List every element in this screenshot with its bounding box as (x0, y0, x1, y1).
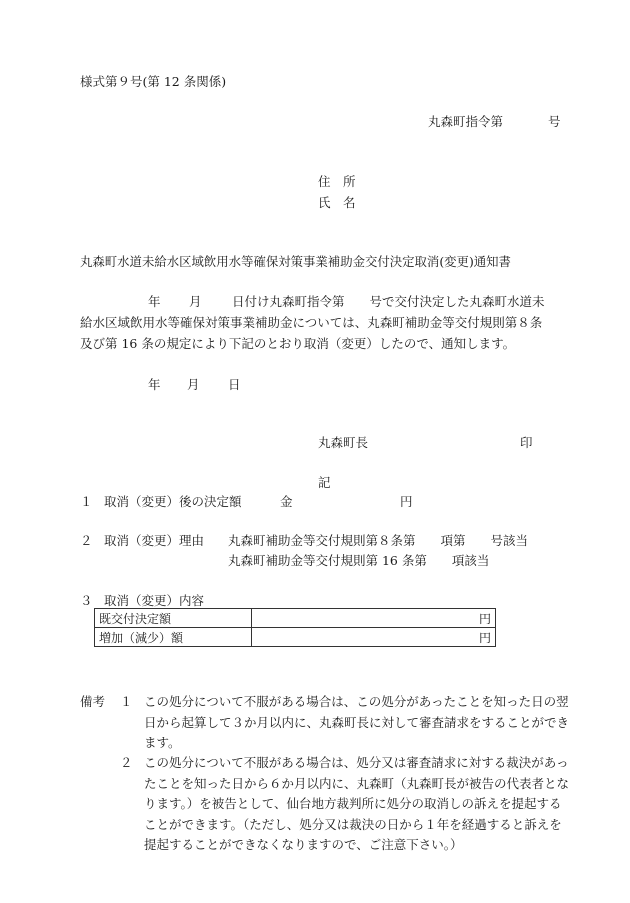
doc-number-suffix: 号 (548, 114, 561, 129)
address-label: 住 所 (318, 174, 356, 189)
item1-number: １ (80, 494, 93, 509)
name-label: 氏 名 (318, 195, 356, 210)
note-heading: 記 (318, 475, 331, 490)
item2-number: ２ (80, 533, 93, 548)
item3-number: ３ (80, 593, 93, 608)
item1-kin: 金 (280, 494, 293, 509)
date-month: 月 (187, 377, 200, 392)
document-title: 丸森町水道未給水区域飲用水等確保対策事業補助金交付決定取消(変更)通知書 (80, 254, 511, 269)
seal-mark: 印 (520, 435, 533, 450)
body-line1: 日付け丸森町指令第 号で交付決定した丸森町水道未 (232, 294, 545, 309)
table-row-unit: 円 (252, 628, 496, 647)
remark-2-text: この処分について不服がある場合は、処分又は審査請求に対する裁決があったことを知った日から６か月以内に、丸森町（丸森町長が被告の代表者となります。）を被告として、仙台地方裁判所に処分の取消しの訴えを提起することができます。（ただし、処分又は裁決の日から１年を経過すると訴えを提起することができなくなりますので、ご注意下さい。） (144, 755, 570, 852)
table-row (95, 609, 496, 628)
remark-2 (120, 753, 580, 863)
remarks-label: 備考 (80, 694, 106, 709)
amount-table (94, 608, 496, 647)
remark-1-number: １ (120, 694, 133, 709)
form-number: 様式第９号(第 12 条関係) (80, 74, 227, 89)
date-day: 日 (228, 377, 241, 392)
table-row-label: 増加（減少）額 (95, 628, 252, 647)
item3-label: 取消（変更）内容 (104, 593, 205, 608)
body-year: 年 (148, 294, 161, 309)
item1-label: 取消（変更）後の決定額 (104, 494, 242, 509)
date-year: 年 (148, 377, 161, 392)
item2-reason-line1: 丸森町補助金等交付規則第８条第 項第 号該当 (228, 533, 529, 548)
body-line2: 給水区域飲用水等確保対策事業補助金については、丸森町補助金等交付規則第８条 (80, 315, 543, 330)
remark-1 (120, 692, 580, 756)
doc-number-prefix: 丸森町指令第 (428, 114, 504, 129)
item2-label: 取消（変更）理由 (104, 533, 205, 548)
body-month: 月 (189, 294, 202, 309)
mayor-title: 丸森町長 (318, 435, 369, 450)
table-row-unit: 円 (252, 609, 496, 628)
remark-2-number: ２ (120, 755, 133, 770)
body-line3: 及び第 16 条の規定により下記のとおり取消（変更）したので、通知します。 (80, 336, 516, 351)
remark-1-text: この処分について不服がある場合は、この処分があったことを知った日の翌日から起算して３か月以内に、丸森町長に対して審査請求をすることができます。 (144, 694, 570, 750)
table-row-label: 既交付決定額 (95, 609, 252, 628)
item1-yen: 円 (400, 494, 413, 509)
table-row (95, 628, 496, 647)
item2-reason-line2: 丸森町補助金等交付規則第 16 条第 項該当 (228, 553, 490, 568)
